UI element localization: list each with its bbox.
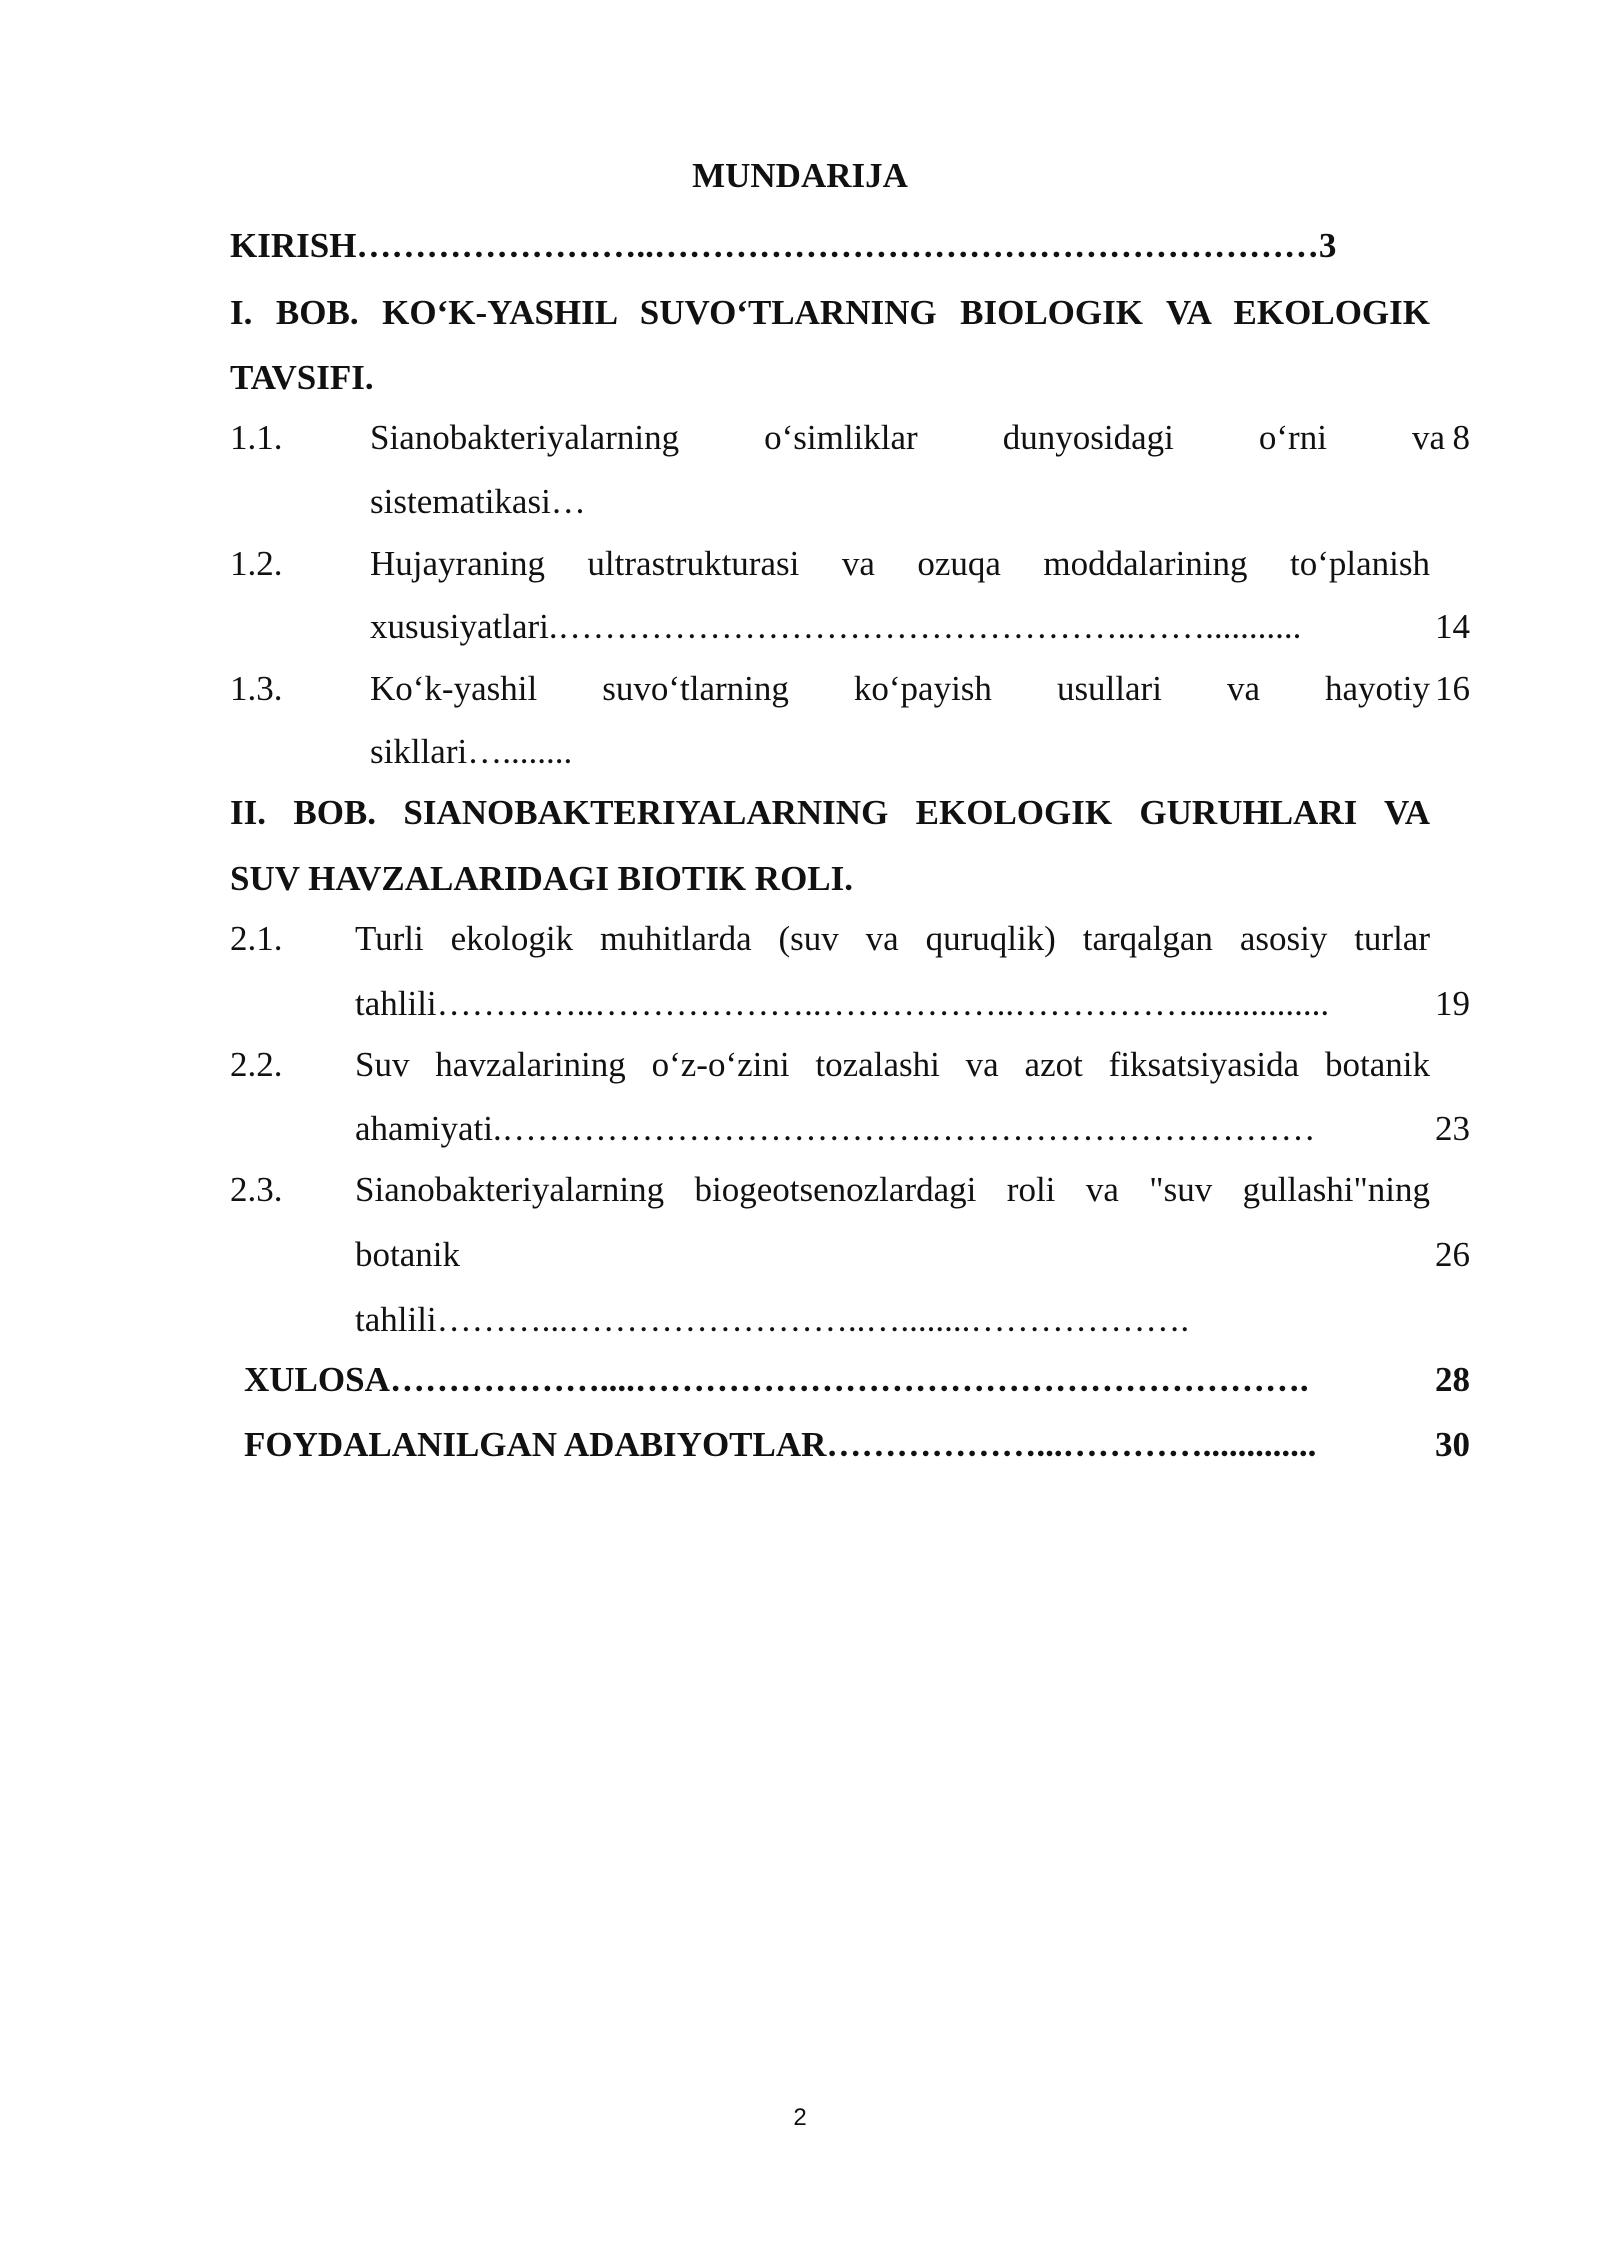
toc-section-2-3-title: Sianobakteriyalarning biogeotsenozlardagi roli va "suv gullashi"ning [355,1170,1430,1209]
toc-section-1-1-title-cont: sistematikasi… [370,482,586,521]
toc-heading: MUNDARIJA [692,156,908,195]
toc-section-2-1-page: 19 [1435,984,1470,1023]
toc-section-1-3-title-cont: sikllari…........ [370,732,573,771]
toc-section-2-1-title: Turli ekologik muhitlarda (suv va quruqlik) tarqalgan asosiy turlar [355,919,1430,958]
toc-section-2-3-page: 26 [1435,1235,1470,1274]
toc-section-2-3-number: 2.3. [230,1170,283,1209]
toc-section-2-3-title-cont: botanik [355,1235,460,1274]
toc-section-1-2-number: 1.2. [230,544,283,583]
toc-section-2-2-page: 23 [1435,1109,1470,1148]
toc-section-1-2-page: 14 [1435,607,1470,646]
toc-section-2-2-title: Suv havzalarining o‘z-o‘zini tozalashi va azot fiksatsiyasida botanik [355,1045,1430,1084]
toc-chapter-2-line1: II. BOB. SIANOBAKTERIYALARNING EKOLOGIK GURUHLARI VA [230,793,1430,832]
toc-chapter-1-line1: I. BOB. KO‘K-YASHIL SUVO‘TLARNING BIOLOGIK VA EKOLOGIK [230,293,1430,332]
toc-section-2-3-title-cont2: tahlili………...……………………..…........………………. [355,1300,1190,1339]
toc-section-1-1-number: 1.1. [230,418,283,457]
toc-entry-references-page: 30 [1435,1425,1470,1464]
toc-section-1-3-title: Ko‘k-yashil suvo‘tlarning ko‘payish usullari va hayotiy [370,669,1430,708]
toc-entry-intro: KIRISH……………………..…………………………………………………3 [230,226,1337,265]
toc-section-1-1-page: 8 [1452,418,1470,457]
toc-section-1-3-page: 16 [1435,669,1470,708]
toc-entry-references: FOYDALANILGAN ADABIYOTLAR………………...…………............. [244,1425,1317,1464]
toc-section-2-2-number: 2.2. [230,1045,283,1084]
page-number: 2 [793,2104,807,2131]
toc-section-1-2-title-cont: xususiyatlari.…………………………………………..……........... [370,607,1302,646]
toc-entry-conclusion-page: 28 [1435,1360,1470,1399]
toc-entry-conclusion: XULOSA………………....…………………………………………………. [244,1360,1309,1399]
toc-section-2-1-title-cont: tahlili…………..………………..……………..……………................ [355,984,1330,1023]
toc-section-1-2-title: Hujayraning ultrastrukturasi va ozuqa moddalarining to‘planish [370,544,1430,583]
toc-section-1-1-title: Sianobakteriyalarning o‘simliklar dunyosidagi o‘rni va [370,418,1445,457]
toc-section-2-1-number: 2.1. [230,919,283,958]
toc-section-1-3-number: 1.3. [230,669,283,708]
toc-chapter-2-line2: SUV HAVZALARIDAGI BIOTIK ROLI. [230,859,854,898]
toc-chapter-1-line2: TAVSIFI. [230,358,374,397]
toc-section-2-2-title-cont: ahamiyati.……………………………….…………………………… [355,1109,1316,1148]
